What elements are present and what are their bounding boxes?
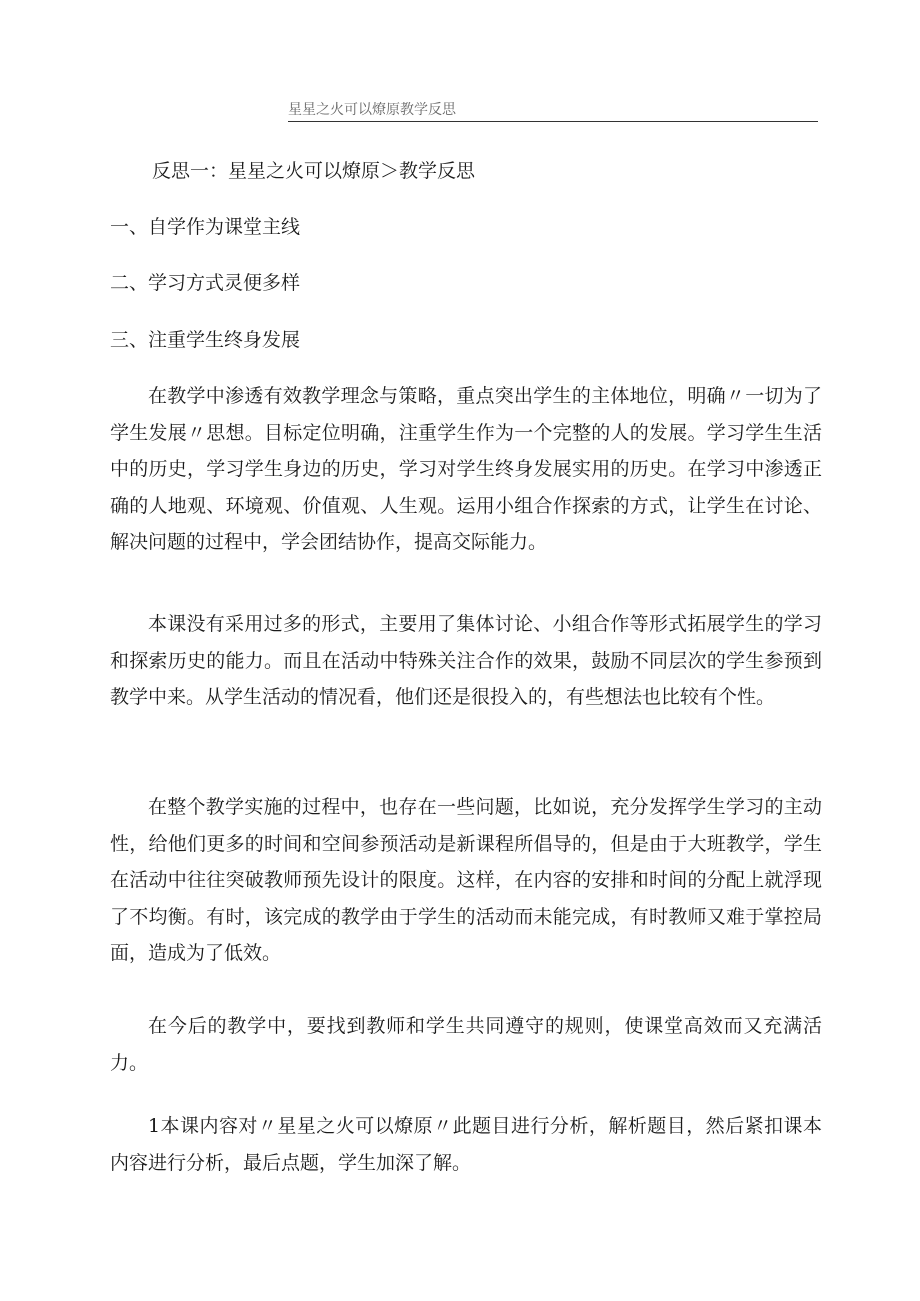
section-heading-3: 三、注重学生终身发展 bbox=[110, 329, 301, 351]
body-paragraph-1: 在教学中渗透有效教学理念与策略，重点突出学生的主体地位，明确〃一切为了学生发展〃思想。目标定位明确，注重学生作为一个完整的人的发展。学习学生生活中的历史，学习学生身边的历史，学习对学生终身发展实用的历史。在学习中渗透正确的人地观、环境观、价值观、人生观。运用小组合作探索的方式，让学生在讨论、解决问题的过程中，学会团结协作，提高交际能力。 bbox=[110, 385, 822, 553]
section-heading-1: 一、自学作为课堂主线 bbox=[110, 216, 301, 238]
body-paragraph-4: 在今后的教学中，要找到教师和学生共同遵守的规则，使课堂高效而又充满活力。 bbox=[110, 1015, 822, 1074]
section-heading-2: 二、学习方式灵便多样 bbox=[110, 272, 301, 294]
body-paragraph-3: 在整个教学实施的过程中，也存在一些问题，比如说，充分发挥学生学习的主动性，给他们更多的时间和空间参预活动是新课程所倡导的，但是由于大班教学，学生在活动中往往突破教师预先设计的限度。这样，在内容的安排和时间的分配上就浮现了不均衡。有时，该完成的教学由于学生的活动而未能完成，有时教师又难于掌控局面，造成为了低效。 bbox=[110, 796, 822, 964]
body-paragraph-5: 1本课内容对〃星星之火可以燎原〃此题目进行分析，解析题目，然后紧扣课本内容进行分析，最后点题，学生加深了解。 bbox=[110, 1115, 822, 1174]
body-paragraph-2: 本课没有采用过多的形式，主要用了集体讨论、小组合作等形式拓展学生的学习和探索历史的能力。而且在活动中特殊关注合作的效果，鼓励不同层次的学生参预到教学中来。从学生活动的情况看，他们还是很投入的，有些想法也比较有个性。 bbox=[110, 613, 822, 708]
running-header: 星星之火可以燎原教学反思 bbox=[288, 101, 818, 122]
document-title: 反思一：星星之火可以燎原＞教学反思 bbox=[152, 160, 476, 182]
